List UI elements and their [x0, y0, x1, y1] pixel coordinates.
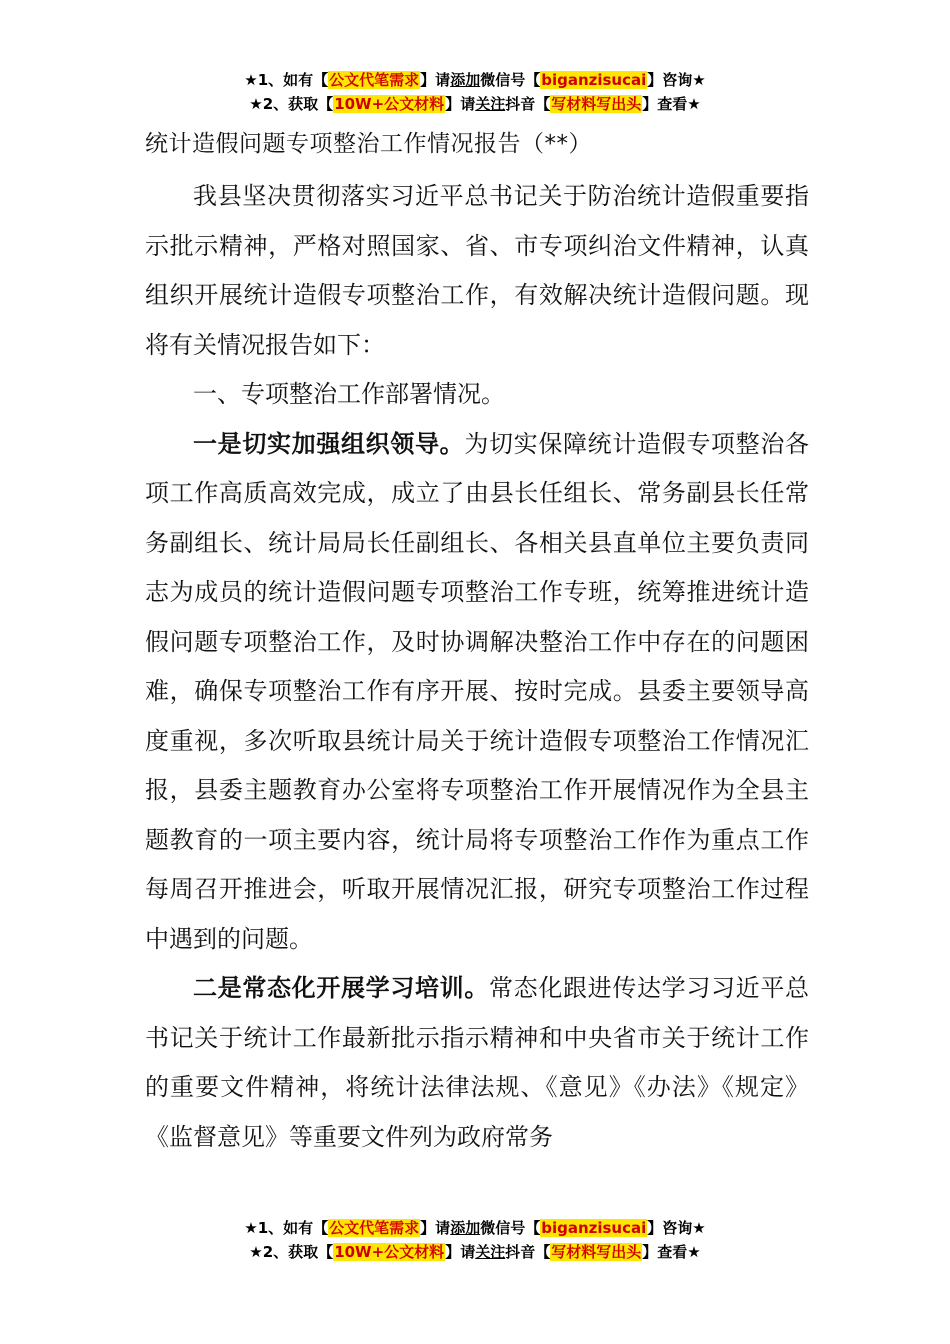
banner-text: 抖音【 — [505, 1243, 551, 1261]
banner-line-2 — [0, 1240, 950, 1264]
banner-text: 】查看★ — [642, 95, 701, 113]
banner-text: ★1、如有【 — [244, 71, 329, 89]
banner-highlight: 公文代笔需求 — [329, 1219, 420, 1237]
banner-text: 】请 — [420, 71, 451, 89]
banner-line-1 — [0, 1216, 950, 1240]
banner-line-1 — [0, 68, 950, 92]
banner-text: ★2、获取【 — [249, 95, 334, 113]
banner-text: 】请 — [420, 1219, 451, 1237]
banner-underline: 添加 — [450, 71, 481, 89]
banner-text: 】请 — [445, 1243, 476, 1261]
footer-banner — [0, 1216, 950, 1264]
intro-paragraph: 我县坚决贯彻落实习近平总书记关于防治统计造假重要指示批示精神，严格对照国家、省、市专项纠治文件精神，认真组织开展统计造假专项整治工作，有效解决统计造假问题。现将有关情况报告如下： — [145, 182, 809, 359]
banner-highlight: 10W+公文材料 — [334, 95, 445, 113]
point-2-lead: 二是常态化开展学习培训。 — [193, 974, 489, 1002]
point-1-paragraph — [145, 420, 809, 965]
point-1-lead: 一是切实加强组织领导。 — [193, 429, 465, 458]
banner-highlight: 10W+公文材料 — [334, 1243, 445, 1261]
banner-highlight: biganzisucai — [541, 1219, 647, 1237]
banner-highlight: 写材料写出头 — [551, 1243, 642, 1261]
banner-text: 】请 — [445, 95, 476, 113]
section-heading: 一、专项整治工作部署情况。 — [193, 380, 505, 408]
banner-line-2 — [0, 92, 950, 116]
banner-text: 微信号【 — [480, 71, 541, 89]
banner-highlight: 写材料写出头 — [551, 95, 642, 113]
banner-text: 】咨询★ — [647, 1219, 706, 1237]
banner-text: 抖音【 — [505, 95, 551, 113]
banner-highlight: biganzisucai — [541, 71, 647, 89]
banner-text: 微信号【 — [480, 1219, 541, 1237]
point-2-paragraph — [145, 964, 809, 1162]
banner-underline: 关注 — [475, 1243, 506, 1261]
point-2-body: 常态化跟进传达学习习近平总书记关于统计工作最新批示指示精神和中央省市关于统计工作的重要文件精神，将统计法律法规、《意见》《办法》《规定》《监督意见》等重要文件列为政府常务 — [145, 974, 809, 1151]
banner-text: 】咨询★ — [647, 71, 706, 89]
banner-underline: 关注 — [475, 95, 506, 113]
header-banner — [0, 68, 950, 116]
document-body — [145, 172, 809, 1162]
banner-text: ★1、如有【 — [244, 1219, 329, 1237]
banner-highlight: 公文代笔需求 — [329, 71, 420, 89]
document-title: 统计造假问题专项整治工作情况报告（**） — [145, 131, 592, 157]
point-1-body: 为切实保障统计造假专项整治各项工作高质高效完成，成立了由县长任组长、常务副县长任常务副组长、统计局局长任副组长、各相关县直单位主要负责同志为成员的统计造假问题专项整治工作专班，统筹推进统计造假问题专项整治工作，及时协调解决整治工作中存在的问题困难，确保专项整治工作有序开展、按时完成。县委主要领导高度重视，多次听取县统计局关于统计造假专项整治工作情况汇报，县委主题教育办公室将专项整治工作开展情况作为全县主题教育的一项主要内容，统计局将专项整治工作作为重点工作每周召开推进会，听取开展情况汇报，研究专项整治工作过程中遇到的问题。 — [145, 429, 810, 953]
banner-text: 】查看★ — [642, 1243, 701, 1261]
banner-underline: 添加 — [450, 1219, 481, 1237]
banner-text: ★2、获取【 — [249, 1243, 334, 1261]
